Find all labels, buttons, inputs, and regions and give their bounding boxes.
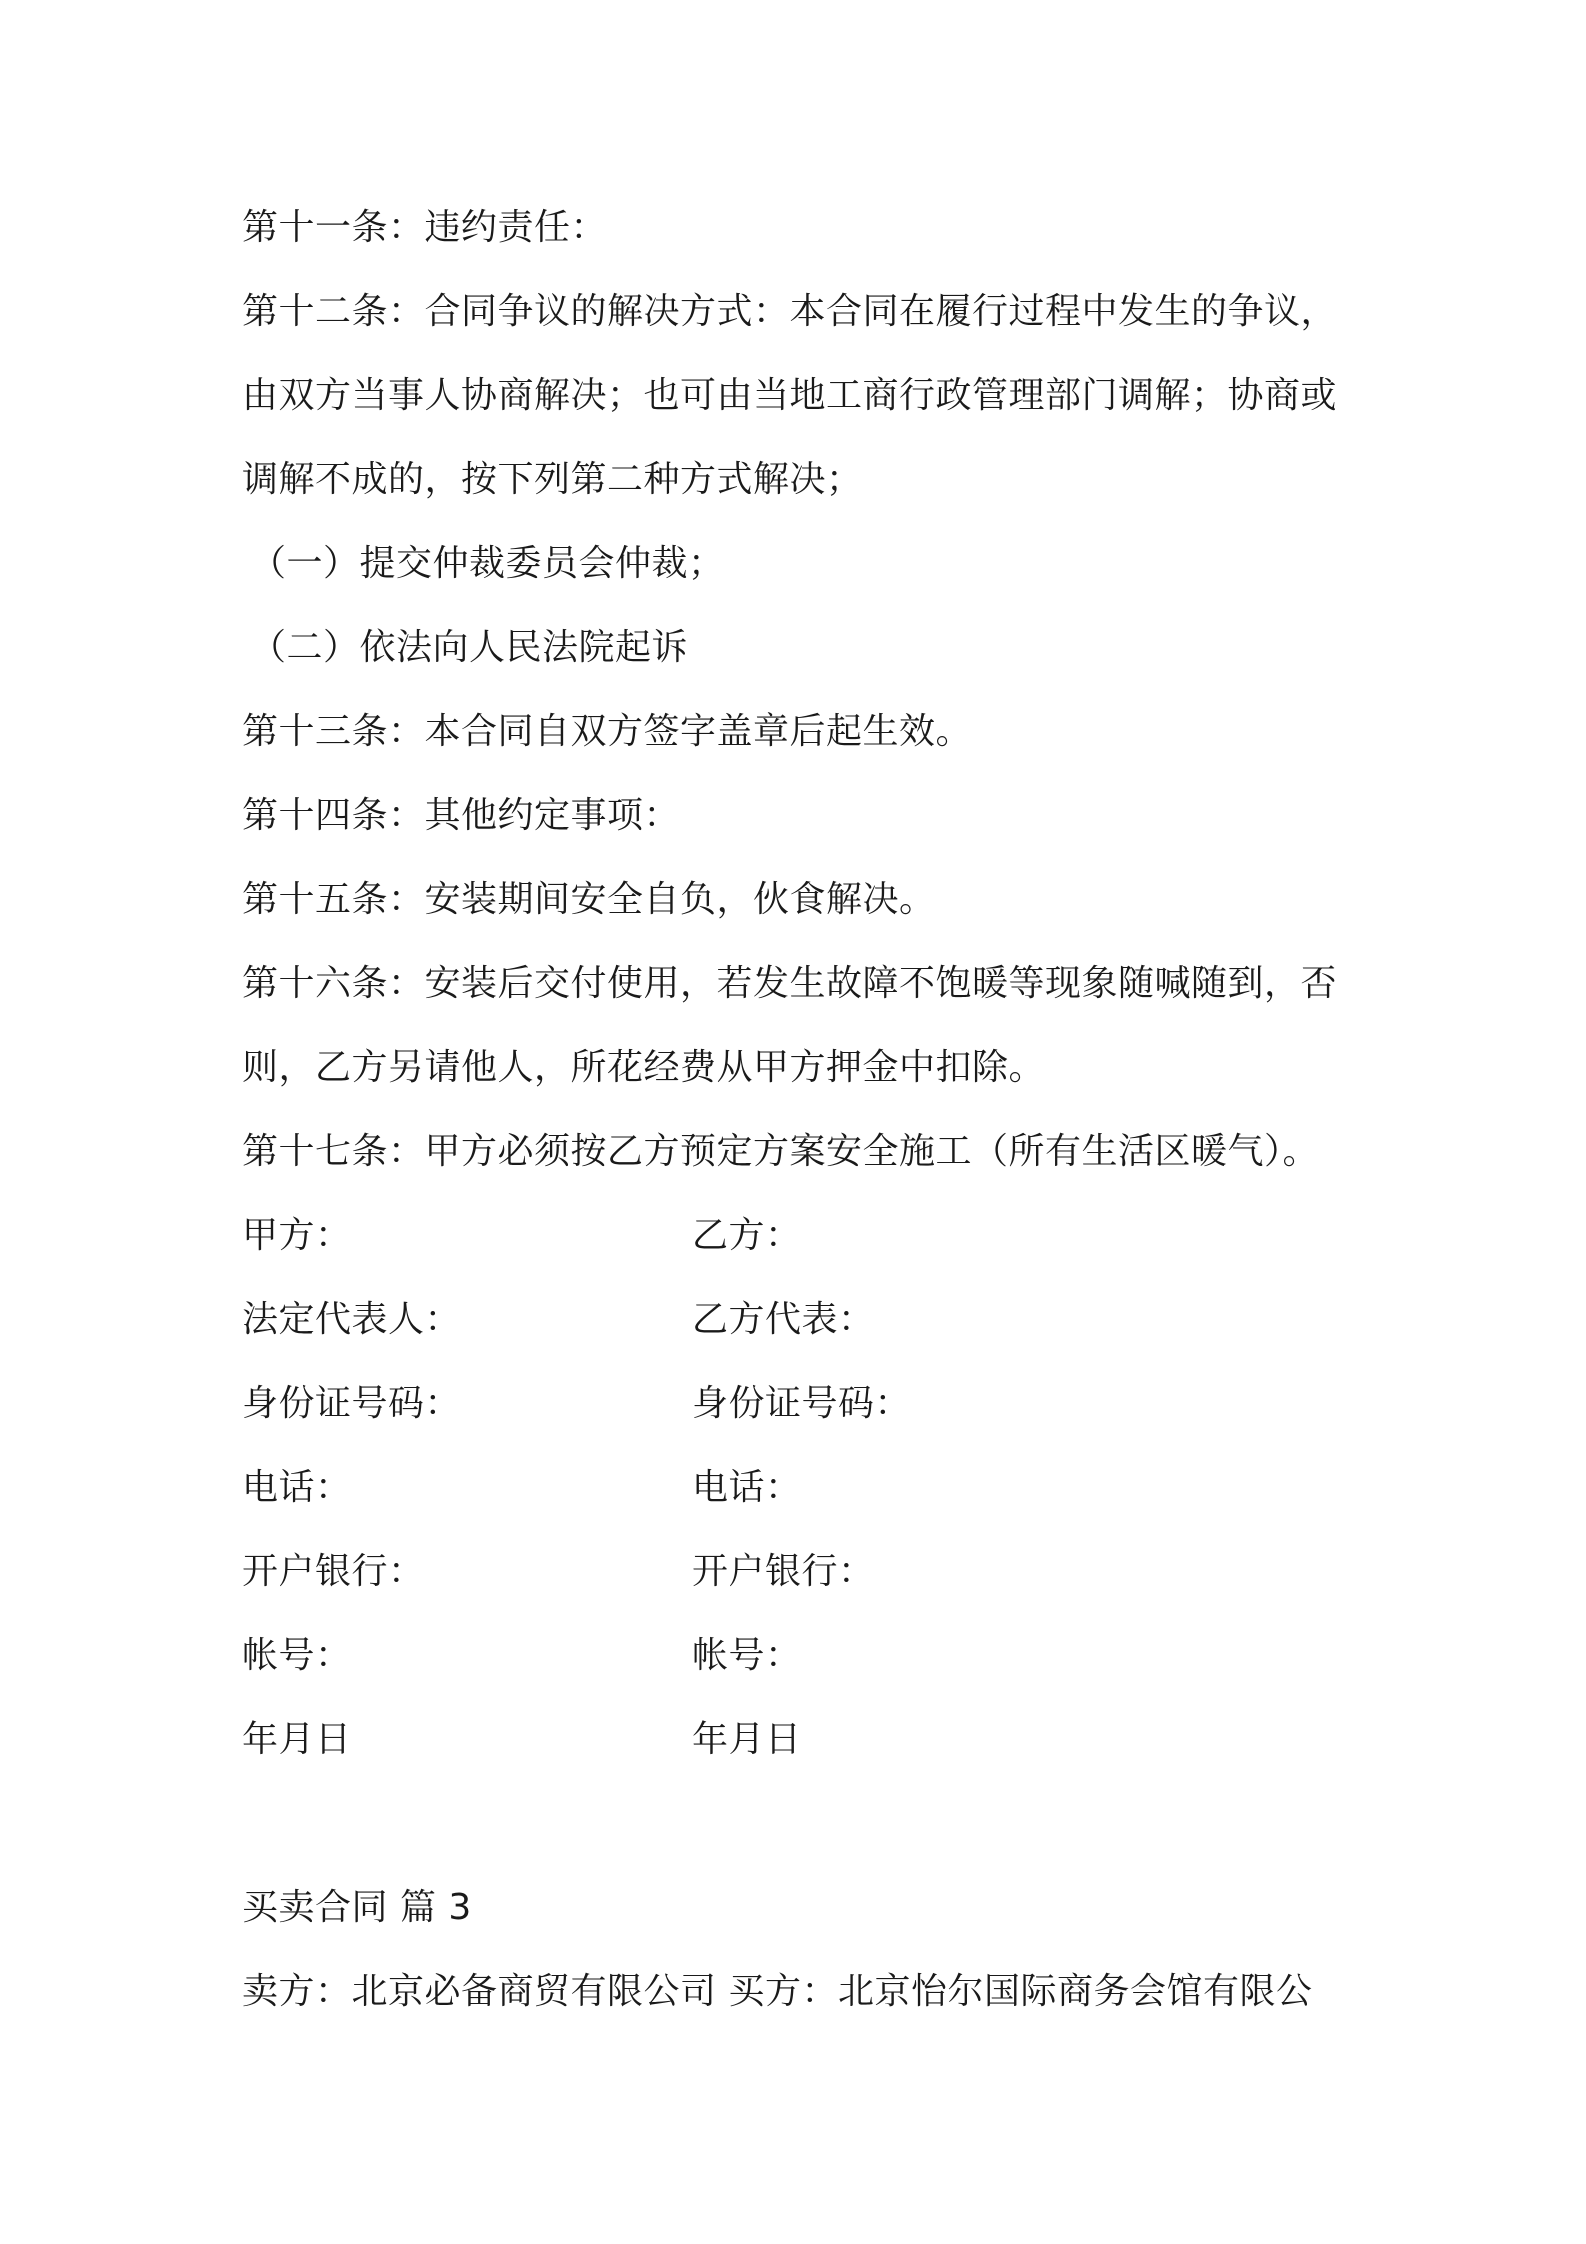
article-15: 第十五条：安装期间安全自负，伙食解决。 xyxy=(242,879,936,920)
party-b-representative-label: 乙方代表： xyxy=(692,1299,875,1340)
article-16-line-2: 则，乙方另请他人，所花经费从甲方押金中扣除。 xyxy=(242,1047,1046,1088)
party-a-representative-label: 法定代表人： xyxy=(242,1299,462,1340)
article-17: 第十七条：甲方必须按乙方预定方案安全施工（所有生活区暖气）。 xyxy=(242,1131,1320,1172)
party-a-bank-label: 开户银行： xyxy=(242,1551,425,1592)
article-12-option-2: （二）依法向人民法院起诉 xyxy=(250,627,689,668)
party-a-date-label: 年月日 xyxy=(242,1719,352,1760)
party-b-bank-label: 开户银行： xyxy=(692,1551,875,1592)
party-b-phone-label: 电话： xyxy=(692,1467,802,1508)
article-12-option-1: （一）提交仲裁委员会仲裁； xyxy=(250,543,725,584)
party-a-phone-label: 电话： xyxy=(242,1467,352,1508)
article-11: 第十一条：违约责任： xyxy=(242,207,608,248)
article-16-line-1: 第十六条：安装后交付使用，若发生故障不饱暖等现象随喊随到，否 xyxy=(242,963,1338,1004)
section-title: 买卖合同 篇 3 xyxy=(242,1887,472,1928)
party-b-id-label: 身份证号码： xyxy=(692,1383,912,1424)
party-a-account-label: 帐号： xyxy=(242,1635,352,1676)
party-a-label: 甲方： xyxy=(242,1215,352,1256)
article-14: 第十四条：其他约定事项： xyxy=(242,795,681,836)
article-13: 第十三条：本合同自双方签字盖章后起生效。 xyxy=(242,711,973,752)
party-b-account-label: 帐号： xyxy=(692,1635,802,1676)
contract-parties-line: 卖方：北京必备商贸有限公司 买方：北京怡尔国际商务会馆有限公 xyxy=(242,1971,1313,2012)
party-b-label: 乙方： xyxy=(692,1215,802,1256)
party-b-date-label: 年月日 xyxy=(692,1719,802,1760)
article-12-line-3: 调解不成的，按下列第二种方式解决； xyxy=(242,459,863,500)
article-12-line-2: 由双方当事人协商解决；也可由当地工商行政管理部门调解；协商或 xyxy=(242,375,1338,416)
party-a-id-label: 身份证号码： xyxy=(242,1383,462,1424)
article-12-line-1: 第十二条：合同争议的解决方式：本合同在履行过程中发生的争议， xyxy=(242,291,1338,332)
